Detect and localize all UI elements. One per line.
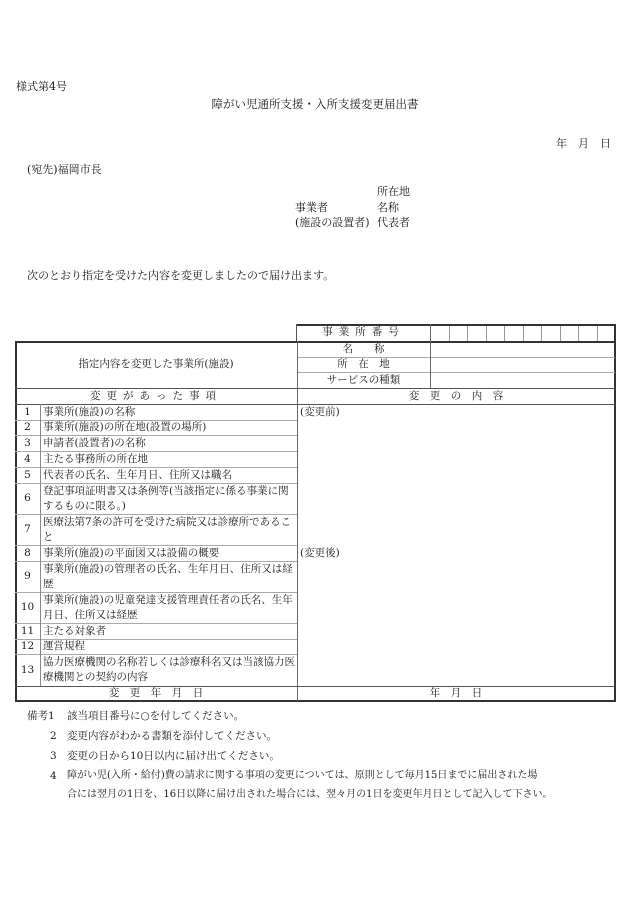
- cell-divider: [597, 324, 598, 341]
- facility-service-input[interactable]: [430, 372, 615, 388]
- table-rule: [15, 592, 297, 593]
- note-number: 2: [50, 730, 57, 742]
- item-number[interactable]: 2: [24, 421, 31, 434]
- item-text: 運営規程: [43, 640, 85, 652]
- note-text: 変更の日から10日以内に届け出てください。: [67, 750, 280, 762]
- changed-items-header: 変更があった事項: [90, 389, 222, 402]
- office-number-digit-cell[interactable]: [578, 324, 597, 341]
- table-rule: [15, 686, 615, 687]
- item-text: 医療法第7条の許可を受けた病院又は診療所であること: [43, 515, 292, 543]
- table-rule: [15, 545, 297, 546]
- change-date-value[interactable]: 年 月 日: [429, 687, 483, 700]
- item-number[interactable]: 13: [20, 663, 35, 676]
- office-number-label: 事業所番号: [322, 326, 405, 339]
- table-rule: [15, 451, 297, 452]
- cell-divider: [467, 324, 468, 341]
- change-content-header: 変 更 の 内 容: [408, 389, 504, 402]
- item-text: 代表者の氏名、生年月日、住所又は職名: [43, 468, 232, 481]
- table-rule: [15, 388, 615, 389]
- table-rule: [15, 420, 297, 421]
- applicant-establisher-label: (施設の設置者): [295, 216, 370, 229]
- table-rule: [15, 654, 297, 655]
- item-text: 申請者(設置者)の名称: [43, 436, 146, 449]
- cell-divider: [560, 324, 561, 341]
- table-rule: [297, 372, 615, 373]
- table-rule: [15, 700, 616, 702]
- table-rule: [15, 514, 297, 515]
- table-rule: [297, 324, 616, 326]
- table-rule: [296, 324, 297, 342]
- item-text: 事業所(施設)の名称: [43, 405, 136, 418]
- before-content-area[interactable]: [297, 420, 615, 545]
- facility-label: 指定内容を変更した事業所(施設): [78, 358, 234, 371]
- after-label: (変更後): [300, 546, 340, 559]
- office-number-digit-cell[interactable]: [504, 324, 523, 341]
- office-number-digit-cell[interactable]: [560, 324, 579, 341]
- item-number[interactable]: 10: [20, 601, 35, 614]
- table-rule: [430, 324, 431, 341]
- table-rule: [430, 341, 431, 388]
- item-text: 事業所(施設)の所在地(設置の場所): [43, 421, 207, 433]
- table-rule: [297, 341, 298, 701]
- cell-divider: [541, 324, 542, 341]
- facility-address-input[interactable]: [430, 357, 615, 372]
- table-rule: [15, 341, 17, 702]
- applicant-representative-label: 代表者: [377, 216, 410, 229]
- cell-divider: [578, 324, 579, 341]
- after-content-area[interactable]: [297, 561, 615, 686]
- form-number: 様式第4号: [16, 80, 67, 93]
- note-text: 該当項目番号に○を付してください。: [67, 710, 245, 722]
- office-number-digit-cell[interactable]: [467, 324, 486, 341]
- notes-prefix: 備考1: [27, 710, 55, 722]
- table-rule: [614, 324, 616, 702]
- table-rule: [40, 404, 41, 686]
- table-rule: [297, 357, 615, 358]
- item-number[interactable]: 3: [24, 436, 31, 449]
- office-number-digit-cell[interactable]: [449, 324, 468, 341]
- addressee: (宛先)福岡市長: [27, 163, 102, 176]
- applicant-name-label: 名称: [377, 201, 399, 214]
- office-number-digit-cell[interactable]: [430, 324, 449, 341]
- item-number[interactable]: 7: [24, 523, 31, 536]
- item-text: 事業所(施設)の児童発達支援管理責任者の氏名、生年月日、住所又は経歴: [43, 593, 293, 621]
- item-number[interactable]: 1: [24, 405, 31, 418]
- document-title: 障がい児通所支援・入所支援変更届出書: [211, 97, 419, 111]
- table-rule: [15, 404, 615, 405]
- item-text: 事業所(施設)の平面図又は設備の概要: [43, 546, 220, 559]
- note-text: 合には翌月の1日を、16日以降に届け出された場合には、翌々月の1日を変更年月日として記入して下さい。: [67, 789, 553, 800]
- item-text: 協力医療機関の名称若しくは診療科名又は当該協力医療機関との契約の内容: [43, 656, 295, 683]
- submission-date: 年 月 日: [556, 137, 611, 150]
- before-label: (変更前): [300, 405, 340, 418]
- cell-divider: [504, 324, 505, 341]
- item-number[interactable]: 4: [24, 452, 31, 465]
- item-number[interactable]: 11: [20, 624, 35, 637]
- note-text: 障がい児(入所・給付)費の請求に関する事項の変更については、原則として毎月15日までに届出された場: [67, 770, 538, 781]
- applicant-address-label: 所在地: [377, 185, 410, 198]
- facility-field-address: 所 在 地: [337, 358, 390, 371]
- applicant-business-label: 事業者: [295, 201, 328, 214]
- table-rule: [15, 341, 616, 343]
- cell-divider: [523, 324, 524, 341]
- item-number[interactable]: 9: [24, 570, 31, 583]
- item-text: 事業所(施設)の管理者の氏名、生年月日、住所又は経歴: [43, 562, 293, 590]
- note-text: 変更内容がわかる書類を添付してください。: [67, 730, 277, 742]
- facility-name-input[interactable]: [430, 341, 615, 357]
- office-number-digit-cell[interactable]: [541, 324, 560, 341]
- office-number-digit-cell[interactable]: [523, 324, 542, 341]
- table-rule: [15, 483, 297, 484]
- change-date-label: 変 更 年 月 日: [108, 687, 204, 700]
- item-text: 主たる事務所の所在地: [43, 452, 148, 465]
- item-text: 主たる対象者: [43, 624, 106, 637]
- table-rule: [15, 467, 297, 468]
- item-number[interactable]: 8: [24, 546, 31, 559]
- table-rule: [15, 435, 297, 436]
- table-rule: [15, 561, 297, 562]
- cell-divider: [449, 324, 450, 341]
- item-number[interactable]: 5: [24, 468, 31, 481]
- item-number[interactable]: 6: [24, 492, 31, 505]
- cell-divider: [486, 324, 487, 341]
- table-rule: [15, 623, 297, 624]
- note-number: 4: [50, 770, 57, 782]
- table-rule: [15, 639, 297, 640]
- office-number-digit-cell[interactable]: [597, 324, 616, 341]
- facility-field-name: 名 称: [342, 342, 385, 355]
- item-number[interactable]: 12: [20, 640, 35, 653]
- note-number: 3: [50, 750, 57, 762]
- statement: 次のとおり指定を受けた内容を変更しましたので届け出ます。: [27, 269, 335, 282]
- office-number-digit-cell[interactable]: [486, 324, 505, 341]
- item-text: 登記事項証明書又は条例等(当該指定に係る事業に関するものに限る。): [43, 484, 289, 512]
- facility-field-service: サービスの種類: [326, 373, 401, 386]
